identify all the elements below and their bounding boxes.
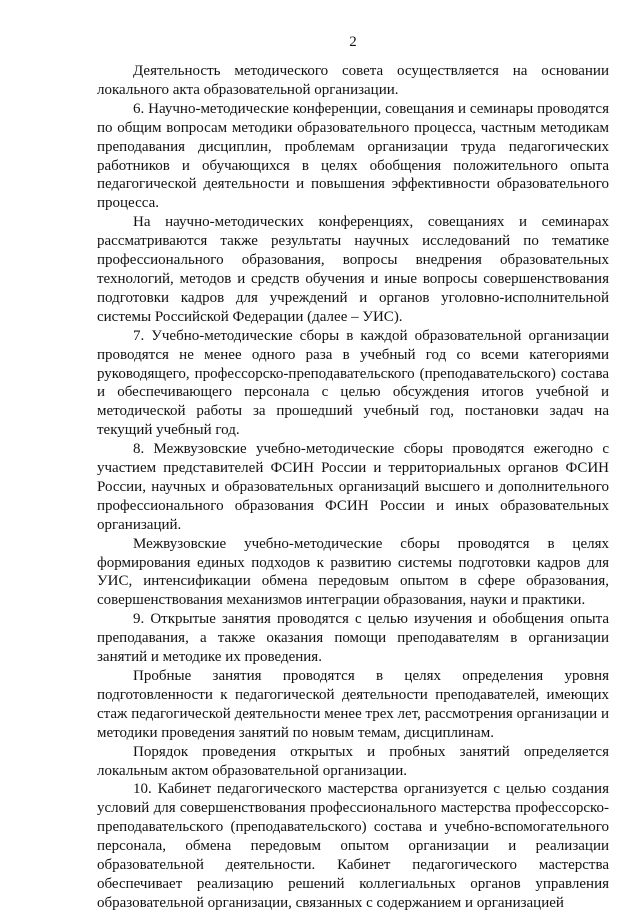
paragraph-8: Пробные занятия проводятся в целях определения уровня подготовленности к педагогической деятельности преподавателей, имеющих стаж педагогической деятельности менее трех лет, рассмотрения организации и методики проведения занятий по новым темам, дисциплинам. (97, 668, 609, 741)
paragraph-5: 8. Межвузовские учебно-методические сборы проводятся ежегодно с участием представителей ФСИН России и территориальных органов ФСИН России, научных и образовательных организаций высшего и дополнительного профессионального образования ФСИН России и иных образовательных организаций. (97, 441, 609, 533)
paragraph-10: 10. Кабинет педагогического мастерства организуется с целью создания условий для совершенствования профессионального мастерства профессорско-преподавательского (преподавательского) состава и учебно-вспомогательного персонала, обмена передовым опытом организации и реализации образовательной деятельности. Кабинет педагогического мастерства обеспечивает реализацию решений коллегиальных органов управления образовательной организации, связанных с содержанием и организацией (97, 781, 609, 911)
paragraph-6: Межвузовские учебно-методические сборы проводятся в целях формирования единых подходов к развитию системы подготовки кадров для УИС, интенсификации обмена передовым опытом в сфере образования, совершенствования механизмов интеграции образования, науки и практики. (97, 535, 609, 609)
paragraph-2: 6. Научно-методические конференции, совещания и семинары проводятся по общим вопросам методики образовательного процесса, частным методикам преподавания дисциплин, проблемам организации труда педагогических работников и обучающихся в целях обобщения положительного опыта педагогической деятельности и повышения эффективности образовательного процесса. (97, 100, 609, 212)
paragraph-3: На научно-методических конференциях, совещаниях и семинарах рассматриваются также результаты научных исследований по тематике профессионального образования, вопросы внедрения образовательных технологий, методов и средств обучения и иные вопросы совершенствования подготовки кадров для учреждений и органов уголовно-исполнительной системы Российской Федерации (далее – УИС). (97, 214, 609, 325)
document-page (97, 32, 609, 913)
paragraph-7: 9. Открытые занятия проводятся с целью изучения и обобщения опыта преподавания, а также оказания помощи преподавателям в организации занятий и методике их проведения. (97, 611, 609, 666)
paragraph-9: Порядок проведения открытых и пробных занятий определяется локальным актом образовательной организации. (97, 743, 609, 779)
page-number: 2 (349, 34, 357, 50)
paragraph-4: 7. Учебно-методические сборы в каждой образовательной организации проводятся не менее одного раза в учебный год со всеми категориями руководящего, профессорско-преподавательского (преподавательского) состава и обеспечивающего персонала с целью обсуждения итогов учебной и методической работы за прошедший учебный год, постановки задач на текущий учебный год. (97, 327, 609, 439)
paragraph-1: Деятельность методического совета осуществляется на основании локального акта образовательной организации. (97, 63, 609, 98)
